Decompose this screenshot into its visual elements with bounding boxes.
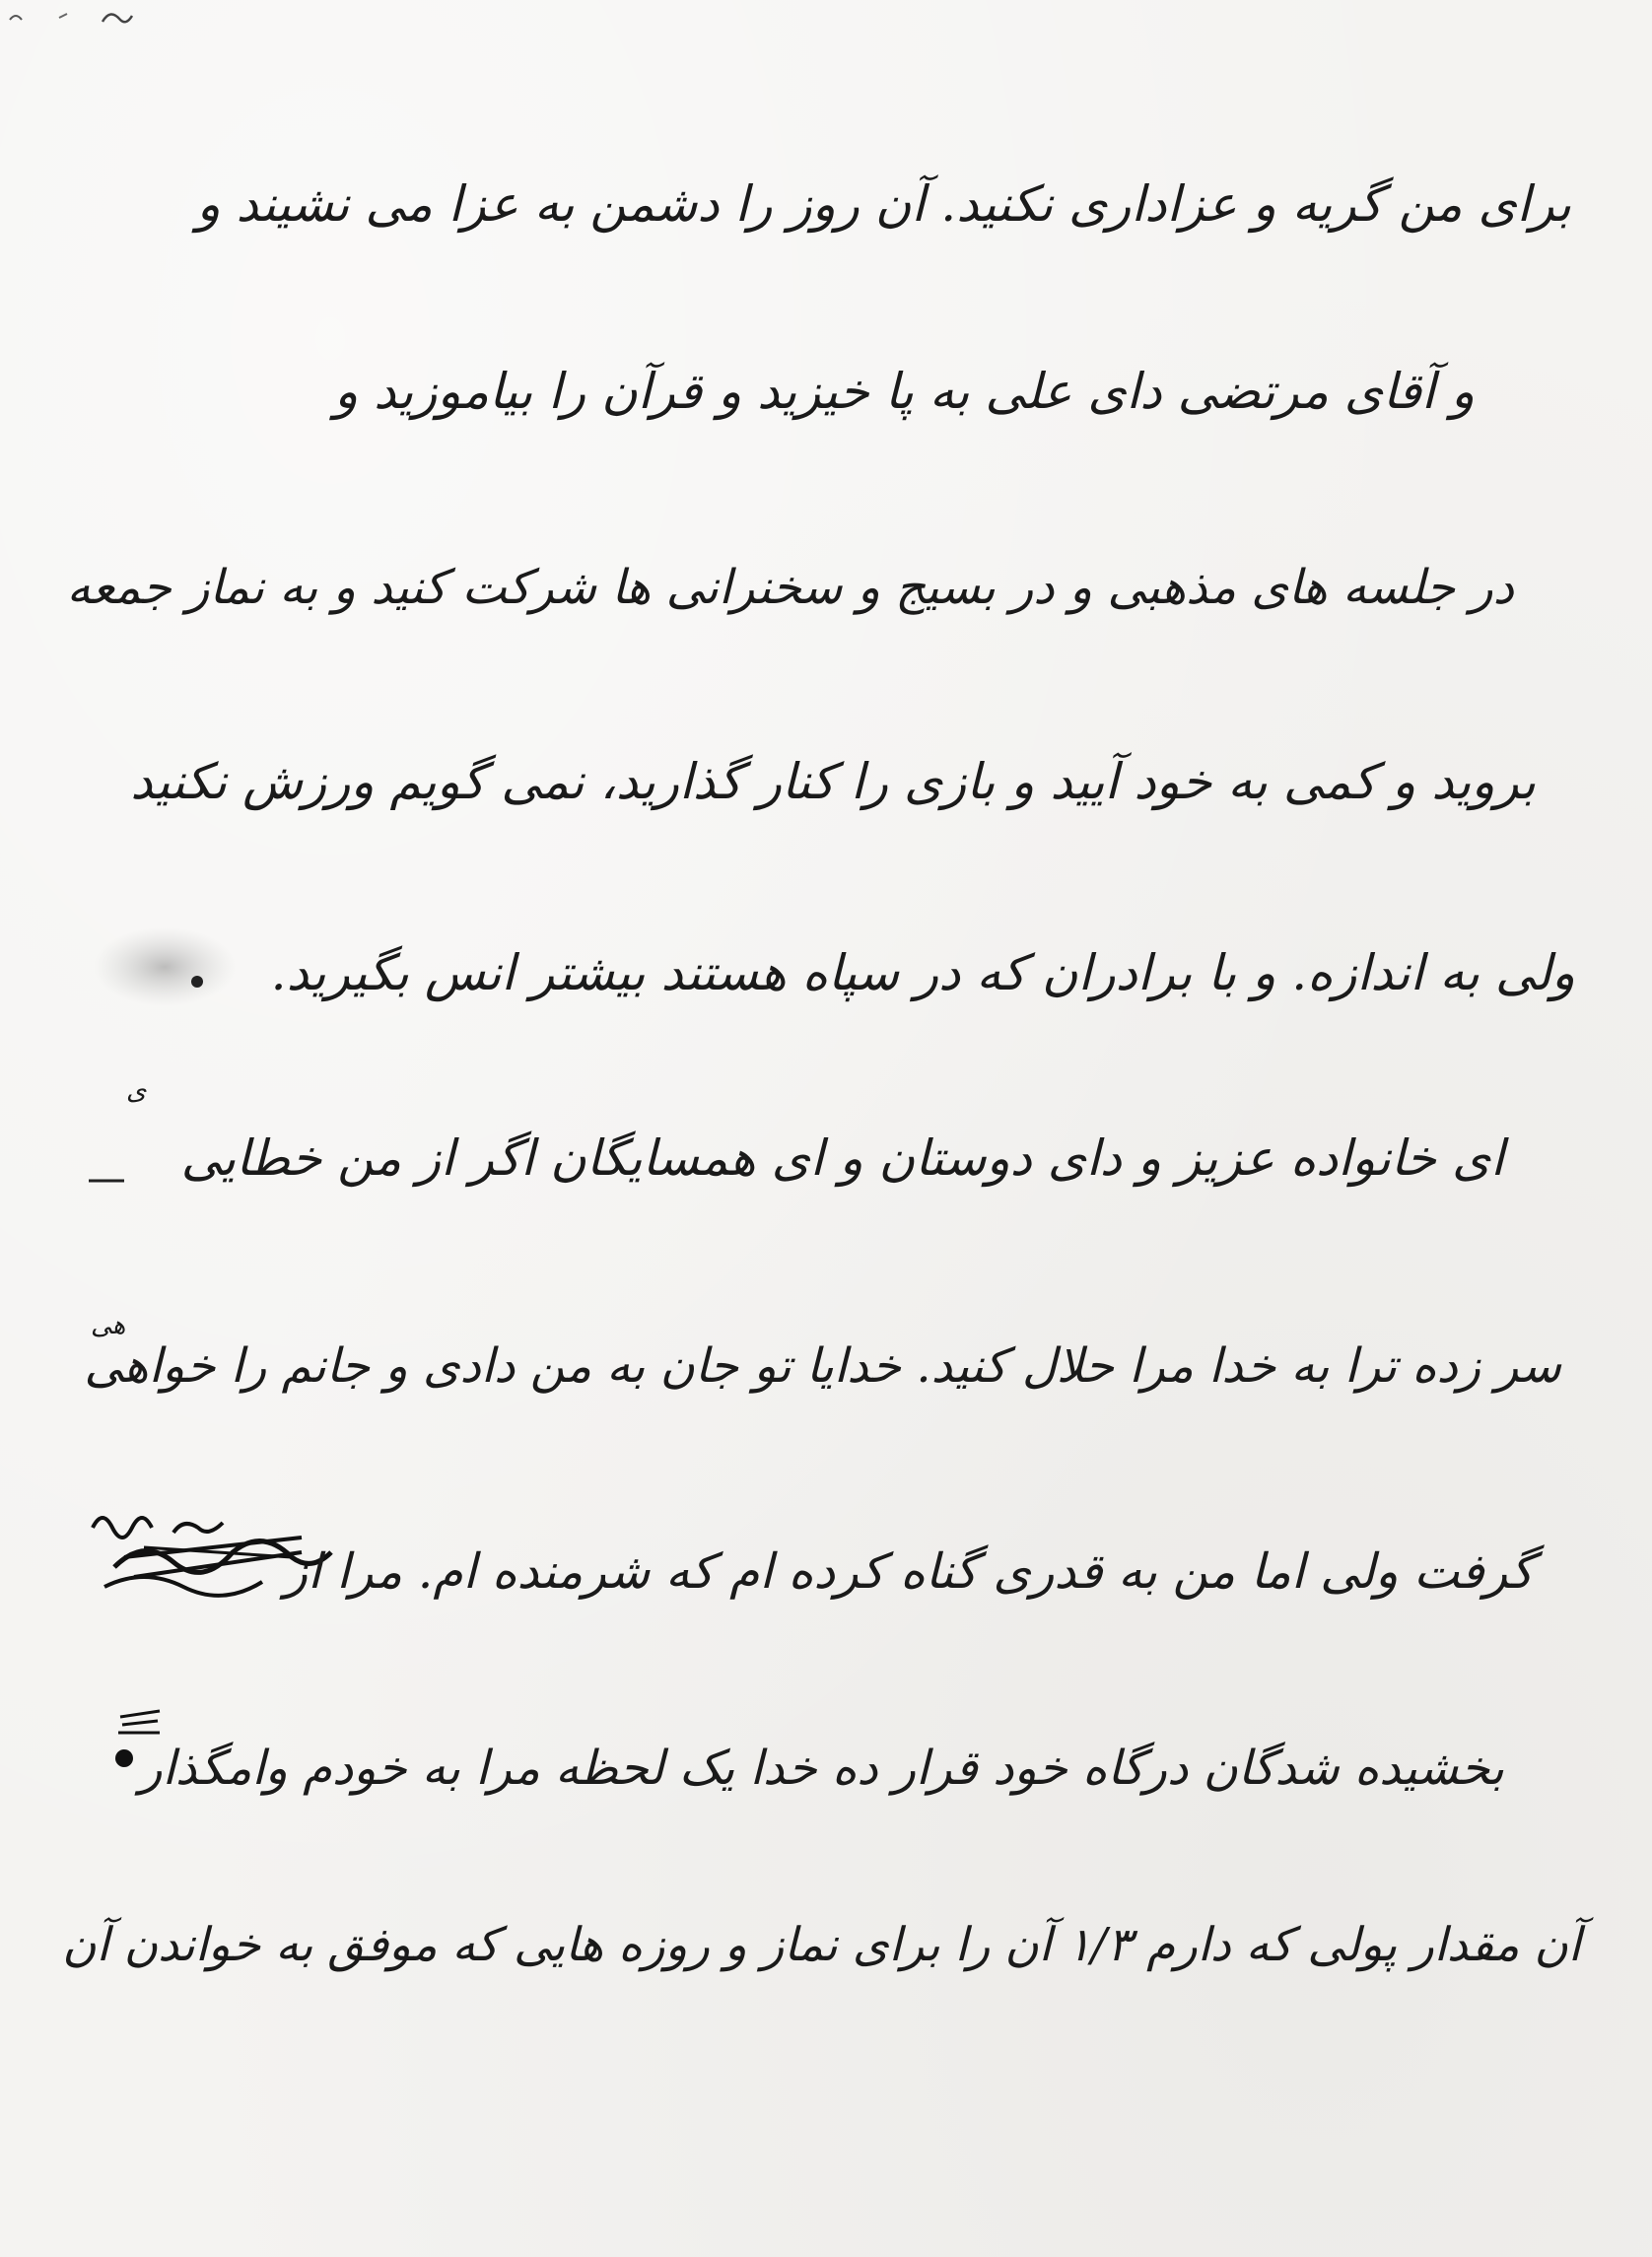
ink-smudge	[91, 923, 239, 1011]
letter-line-3: در جلسه های مذهبی و در بسیج و سخنرانی ها شرکت کنید و به نماز جمعه	[66, 560, 1514, 615]
letter-line-1: برای من گریه و عزاداری نکنید. آن روز را دشمن به عزا می نشیند و	[196, 175, 1571, 233]
letter-line-9: بخشیده شدگان درگاه خود قرار ده خدا یک لحظه مرا به خودم وامگذار	[139, 1741, 1504, 1796]
corner-scan-marks	[0, 0, 138, 34]
letter-line-4: بروید و کمی به خود آیید و بازی را کنار گذارید، نمی گویم ورزش نکنید	[130, 753, 1536, 810]
margin-note-2: هی	[91, 1311, 126, 1340]
margin-dash	[87, 1171, 126, 1181]
letter-line-5: ولی به اندازه. و با برادران که در سپاه هستند بیشتر انس بگیرید.	[270, 944, 1575, 1001]
letter-line-2: و آقای مرتضی دای علی به پا خیزید و قرآن را بیاموزید و	[334, 363, 1475, 420]
letter-line-7: سر زده ترا به خدا مرا حلال کنید. خدایا تو جان به من دادی و جانم را خواهی	[84, 1338, 1561, 1394]
letter-line-10: آن مقدار پولی که دارم ۱/۳ آن را برای نماز و روزه هایی که موفق به خواندن آن	[62, 1918, 1581, 1972]
ink-dot	[189, 974, 205, 990]
letter-line-8: گرفت ولی اما من به قدری گناه کرده ام که شرمنده ام. مرا از	[284, 1543, 1534, 1600]
margin-note-1: ی	[126, 1076, 147, 1106]
letter-line-6: ای خانواده عزیز و دای دوستان و ای همسایگان اگر از من خطایی	[180, 1129, 1504, 1187]
